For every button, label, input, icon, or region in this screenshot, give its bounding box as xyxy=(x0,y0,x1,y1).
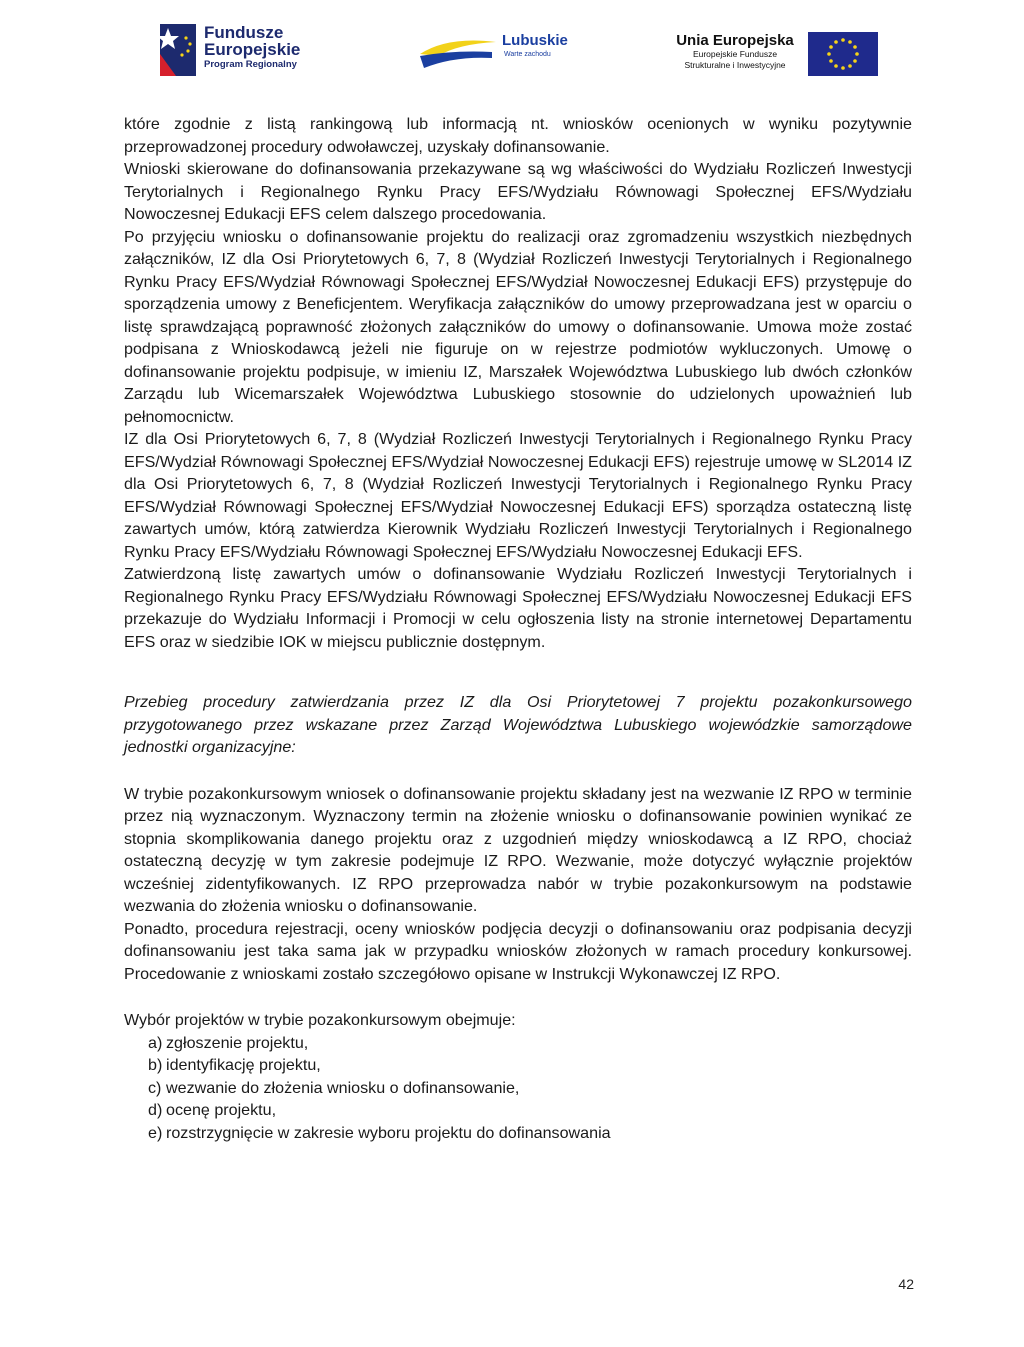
paragraph-6: W trybie pozakonkursowym wniosek o dofinansowanie projektu składany jest na wezwanie IZ RPO w terminie przez nią wyznaczonym. Wyznaczony termin na złożenie wniosku o dofinansowanie powinien wynikać ze stopnia skomplikowania danego projektu oraz z uzgodnień między wnioskodawcą a IZ RPO, chociaż ostateczną decyzję w tym zakresie podejmuje IZ RPO. Wezwanie, może dotyczyć wyłącznie projektów wcześniej zidentyfikowanych. IZ RPO przeprowadza nabór w trybie pozakonkursowym na podstawie wezwania do złożenia wniosku o dofinansowanie. xyxy=(124,784,912,915)
ue-logo-text-1: Unia Europejska xyxy=(676,32,794,49)
paragraph-7: Ponadto, procedura rejestracji, oceny wniosków podjęcia decyzji o dofinansowaniu oraz podpisania decyzji dofinansowaniu jest taka sama jak w przypadku wniosków złożonych w ramach procedury konkursowej. Procedowanie z wnioskami zostało szczegółowo opisane w Instrukcji Wykonawczej IZ RPO. xyxy=(124,919,912,983)
list-item xyxy=(152,1077,912,1100)
document-body xyxy=(124,113,912,1144)
lubuskie-logo-title: Lubuskie xyxy=(502,32,568,49)
list-item-text: identyfikację projektu, xyxy=(166,1056,321,1074)
list-item-text: wezwanie do złożenia wniosku o dofinansowanie, xyxy=(166,1078,520,1097)
fe-logo-text-2: Europejskie xyxy=(204,40,301,59)
paragraph-5: Zatwierdzoną listę zawartych umów o dofinansowanie Wydziału Rozliczeń Inwestycji Terytorialnych i Regionalnego Rynku Pracy EFS/Wydziału Równowagi Społecznej EFS/Wydziału Nowoczesnej Edukacji EFS przekazuje do Wydziału Informacji i Promocji w celu ogłoszenia listy na stronie internetowej Departamentu EFS oraz w siedzibie IOK w miejscu publicznie dostępnym. xyxy=(124,565,912,651)
fe-logo-text-1: Fundusze xyxy=(204,23,284,42)
lubuskie-logo xyxy=(418,30,568,76)
unia-europejska-logo xyxy=(670,32,882,78)
lubuskie-logo-slogan: Warte zachodu xyxy=(504,51,551,58)
page-number: 42 xyxy=(898,1276,914,1292)
paragraph-2: Wnioski skierowane do dofinansowania przekazywane są wg właściwości do Wydziału Rozliczeń Inwestycji Terytorialnych i Regionalnego Rynku Pracy EFS/Wydziału Równowagi Społecznej EFS/Wydziału Nowoczesnej Edukacji EFS celem dalszego procedowania. xyxy=(124,160,912,223)
fe-flag-icon xyxy=(160,24,196,76)
list-item-text: zgłoszenie projektu, xyxy=(166,1033,309,1052)
list-item-text: ocenę projektu, xyxy=(166,1101,277,1119)
list-item xyxy=(152,1054,912,1077)
page-header xyxy=(0,0,1024,100)
ue-logo-text-2: Europejskie Fundusze xyxy=(692,49,778,59)
eu-flag-icon xyxy=(808,32,878,76)
paragraph-1: które zgodnie z listą rankingową lub informacją nt. wniosków ocenionych w wyniku pozytywnie przeprowadzonej procedury odwoławczej, uzyskały dofinansowanie. xyxy=(124,115,912,156)
section-heading-italic: Przebieg procedury zatwierdzania przez IZ dla Osi Priorytetowej 7 projektu pozakonkursowego przygotowanego przez wskazane przez Zarząd Województwa Lubuskiego wojewódzkie samorządowe jednostki organizacyjne: xyxy=(124,693,912,756)
list-item-text: rozstrzygnięcie w zakresie wyboru projektu do dofinansowania xyxy=(166,1123,611,1142)
list-item xyxy=(152,1099,912,1122)
list-item xyxy=(152,1032,912,1055)
lubuskie-swoosh-icon xyxy=(418,34,498,70)
list-intro: Wybór projektów w trybie pozakonkursowym obejmuje: xyxy=(124,1011,516,1029)
list-item xyxy=(152,1122,912,1145)
ue-logo-text-3: Strukturalne i Inwestycyjne xyxy=(684,60,786,70)
paragraph-4: IZ dla Osi Priorytetowych 6, 7, 8 (Wydział Rozliczeń Inwestycji Terytorialnych i Regionalnego Rynku Pracy EFS/Wydział Równowagi Społecznej EFS/Wydział Nowoczesnej Edukacji EFS) rejestruje umowę w SL2014 IZ dla Osi Priorytetowych 6, 7, 8 (Wydział Rozliczeń Inwestycji Terytorialnych i Regionalnego Rynku Pracy EFS/Wydział Równowagi Społecznej EFS/Wydział Nowoczesnej Edukacji EFS) sporządza ostateczną listę zawartych umów, którą zatwierdza Kierownik Wydziału Rozliczeń Inwestycji Terytorialnych i Regionalnego Rynku Pracy EFS/Wydziału Równowagi Społecznej EFS/Wydziału Nowoczesnej Edukacji EFS. xyxy=(124,430,912,561)
fe-logo-text-3: Program Regionalny xyxy=(204,59,297,70)
steps-list xyxy=(124,1032,912,1145)
paragraph-3: Po przyjęciu wniosku o dofinansowanie projektu do realizacji oraz zgromadzeniu wszystkich niezbędnych załączników, IZ dla Osi Priorytetowych 6, 7, 8 (Wydział Rozliczeń Inwestycji Terytorialnych i Regionalnego Rynku Pracy EFS/Wydział Równowagi Społecznej EFS/Wydział Nowoczesnej Edukacji EFS) przystępuje do sporządzenia umowy z Beneficjentem. Weryfikacja załączników do umowy przeprowadzana jest w oparciu o listę sprawdzającą poprawność złożonych załączników do umowy o dofinansowanie. Umowa może zostać podpisana z Wnioskodawcą jeżeli nie figuruje on w rejestrze podmiotów wykluczonych. Umowę o dofinansowanie projektu podpisuje, w imieniu IZ, Marszałek Województwa Lubuskiego lub dwóch członków Zarządu lub Wicemarszałek Województwa Lubuskiego stosownie do udzielonych upoważnień lub pełnomocnictw. xyxy=(124,227,912,426)
